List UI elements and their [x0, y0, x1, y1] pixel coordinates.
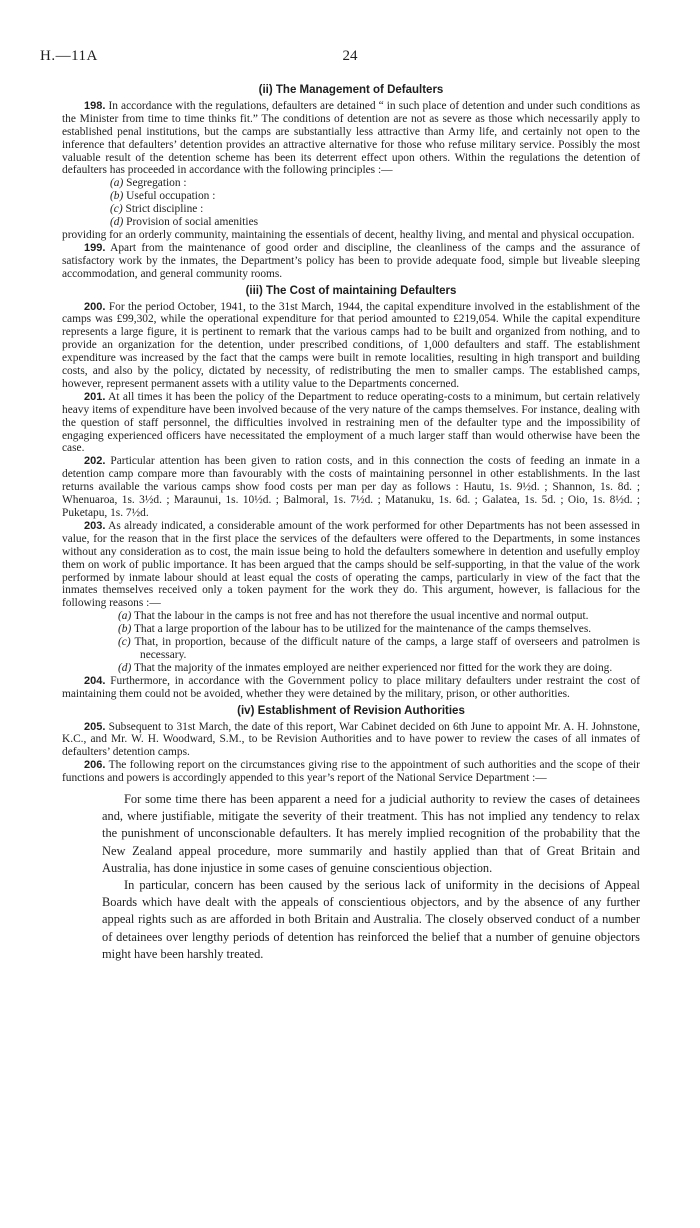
list-text: That the labour in the camps is not free and has not therefore the usual incentive and normal output. — [133, 610, 589, 623]
paragraph-number: 202. — [84, 455, 106, 468]
list-text: Provision of social amenities — [126, 216, 259, 229]
appended-report-quote — [102, 791, 640, 963]
paragraph-number: 199. — [84, 241, 106, 254]
paragraph-number: 205. — [84, 720, 106, 733]
paragraph-199 — [62, 242, 640, 281]
list-item — [118, 662, 640, 675]
paragraph-text: For the period October, 1941, to the 31st March, 1944, the capital expenditure involved in the establishment of the camps was £99,302, while the operational expenditure for that period amounted to £219,054. While the capital expenditure represents a large figure, it is pertinent to remark that the various camps had to be built and organized from nothing, and to provide an organization for the detention, under prescribed conditions, of 1,000 defaulters and staff. The establishment expenditure was increased by the fact that the camps were built in remote localities, resulting in high transport and building costs, and also by the policy, dictated by necessity, of redistributing the men to smaller camps. The established camps, however, represent permanent assets with a utility value to the Departments concerned. — [62, 300, 640, 390]
reasons-list — [62, 610, 640, 675]
paragraph-203 — [62, 520, 640, 610]
list-label: (a) — [110, 177, 124, 190]
quote-paragraph: In particular, concern has been caused by the serious lack of uniformity in the decisions of Appeal Boards which have dealt with the appeals of conscientious objectors, and by the absence of any further appeal rights such as are afforded in both Britain and Australia. The closely observed conduct of a number of detainees over lengthy periods of detention has reinforced the belief that a number of genuine objectors might have been harshly treated. — [102, 878, 640, 961]
paragraph-text: As already indicated, a considerable amount of the work performed for other Departments has not been assessed in value, for the reason that in the first place the services of the defaulters were offered to the Departments, in some instances without any consideration as to cost, the main issue being to hold the defaulters somewhere in detention and usefully employ them on work of public importance. It has been argued that the camps should be self-supporting, in that the value of the work performed by inmate labour should at least equal the costs of operating the camps, particularly in view of the fact that the inmates themselves received only a token payment for the work they do. This argument, however, is fallacious for the following reasons :— — [62, 519, 641, 610]
paragraph-198 — [62, 100, 640, 177]
list-label: (d) — [110, 216, 124, 229]
paragraph-text: Particular attention has been given to ration costs, and in this connection the costs of feeding an inmate in a detention camp compare more than favourably with the costs of maintaining personnel in other establishments. In the last returns available the various camps show food costs per man per day as follows : Hautu, 1s. 9½d. ; Shannon, 1s. 8d. ; Whenuaroa, 1s. 3½d. ; Maraunui, 1s. 10½d. ; Balmoral, 1s. 7½d. ; Matanuku, 1s. 6d. ; Galatea, 1s. 5d. ; Oio, 1s. 8½d. ; Puketapu, 1s. 7½d. — [62, 455, 640, 519]
page-number: 24 — [342, 48, 358, 64]
list-item — [118, 610, 640, 623]
section-heading: (ii) The Management of Defaulters — [258, 84, 444, 96]
paragraph-number: 204. — [84, 674, 106, 687]
quote-paragraph: For some time there has been apparent a need for a judicial authority to review the cases of detainees and, where justifiable, mitigate the severity of their treatment. This has not implied any tendency to relax the punishment of unconscionable defaulters. It has merely implied recognition of the probability that the New Zealand appeal procedure, more summarily and hastily applied than that of Great Britain and Australia, has done injustice in some cases of genuine conscientious objection. — [102, 792, 640, 875]
list-text: That the majority of the inmates employed are neither experienced nor fitted for the work they are doing. — [133, 661, 613, 674]
paragraph-continuation: providing for an orderly community, maintaining the essentials of decent, healthy living, and mental and physical occupation. — [62, 228, 635, 241]
paragraph-number: 201. — [84, 390, 106, 403]
list-text: That a large proportion of the labour has to be utilized for the maintenance of the camps themselves. — [133, 623, 592, 636]
paragraph-number: 206. — [84, 759, 106, 772]
paragraph-text: Subsequent to 31st March, the date of this report, War Cabinet decided on 6th June to appoint Mr. A. H. Johnstone, K.C., and Mr. W. H. Woodward, S.M., to be Revision Authorities and to have power to review the cases of all inmates of defaulters’ detention camps. — [62, 720, 640, 759]
paragraph-number: 200. — [84, 300, 106, 313]
paragraph-text: In accordance with the regulations, defaulters are detained “ in such place of detention and under such conditions as the Minister from time to time thinks fit.” The conditions of detention are not as severe as those which necessarily apply to established penal institutions, but the camps are substantially less attractive than Army life, and certainly not open to the inference that defaulters’ detention provides an attractive alternative for those who refuse military service. Possibly the most valuable result of the detention scheme has been its deterrent effect upon others. Within the regulations the detention of defaulters has proceeded in accordance with the following principles :— — [62, 99, 640, 177]
list-item — [118, 623, 640, 636]
section-heading: (iii) The Cost of maintaining Defaulters — [245, 284, 457, 297]
list-label: (a) — [118, 610, 132, 623]
list-text: Segregation : — [126, 177, 187, 190]
list-item — [110, 216, 640, 229]
page-header — [40, 48, 660, 68]
paragraph-201 — [62, 391, 640, 456]
page-body — [62, 80, 640, 963]
paragraph-200 — [62, 301, 640, 391]
list-text: Strict discipline : — [125, 203, 204, 216]
list-item — [110, 177, 640, 190]
paragraph-202 — [62, 455, 640, 520]
paragraph-text: The following report on the circumstances giving rise to the appointment of such authorities and the scope of their functions and powers is accordingly appended to this year’s report of the National Service Department :— — [62, 759, 640, 785]
paragraph-205 — [62, 721, 640, 760]
paragraph-text: Apart from the maintenance of good order and discipline, the cleanliness of the camps and the assurance of satisfactory work by the inmates, the Department’s policy has been to provide adequate food, simple but liveable sleeping accommodation, and general community rooms. — [62, 241, 641, 280]
list-label: (c) — [110, 203, 123, 216]
list-label: (c) — [118, 636, 131, 649]
list-item — [110, 203, 640, 216]
section-heading: (iv) Establishment of Revision Authorities — [237, 704, 465, 717]
list-label: (d) — [118, 661, 132, 674]
paragraph-number: 198. — [84, 99, 106, 112]
list-item — [118, 636, 640, 662]
paragraph-number: 203. — [84, 519, 106, 532]
list-label: (b) — [118, 623, 132, 636]
paragraph-206 — [62, 759, 640, 785]
paragraph-text: Furthermore, in accordance with the Government policy to place military defaulters under restraint the cost of maintaining them could not be avoided, whether they were detained by the military, prison, or other authorities. — [62, 674, 640, 700]
paragraph-text: At all times it has been the policy of the Department to reduce operating-costs to a minimum, but certain relatively heavy items of expenditure have been involved because of the very nature of the camps themselves. For instance, dealing with the question of staff personnel, the difficulties involved in restraining men of the defaulter type and the impossibility of engaging experienced officers have necessitated the employment of a much larger staff than would otherwise have been the case. — [62, 390, 641, 455]
paragraph-204 — [62, 675, 640, 701]
principles-list — [62, 177, 640, 229]
list-item — [110, 190, 640, 203]
list-text: Useful occupation : — [126, 190, 216, 203]
list-label: (b) — [110, 190, 124, 203]
list-text: That, in proportion, because of the difficult nature of the camps, a large staff of overseers and patrolmen is necessary. — [134, 636, 640, 661]
document-id: H.—11A — [40, 48, 98, 64]
